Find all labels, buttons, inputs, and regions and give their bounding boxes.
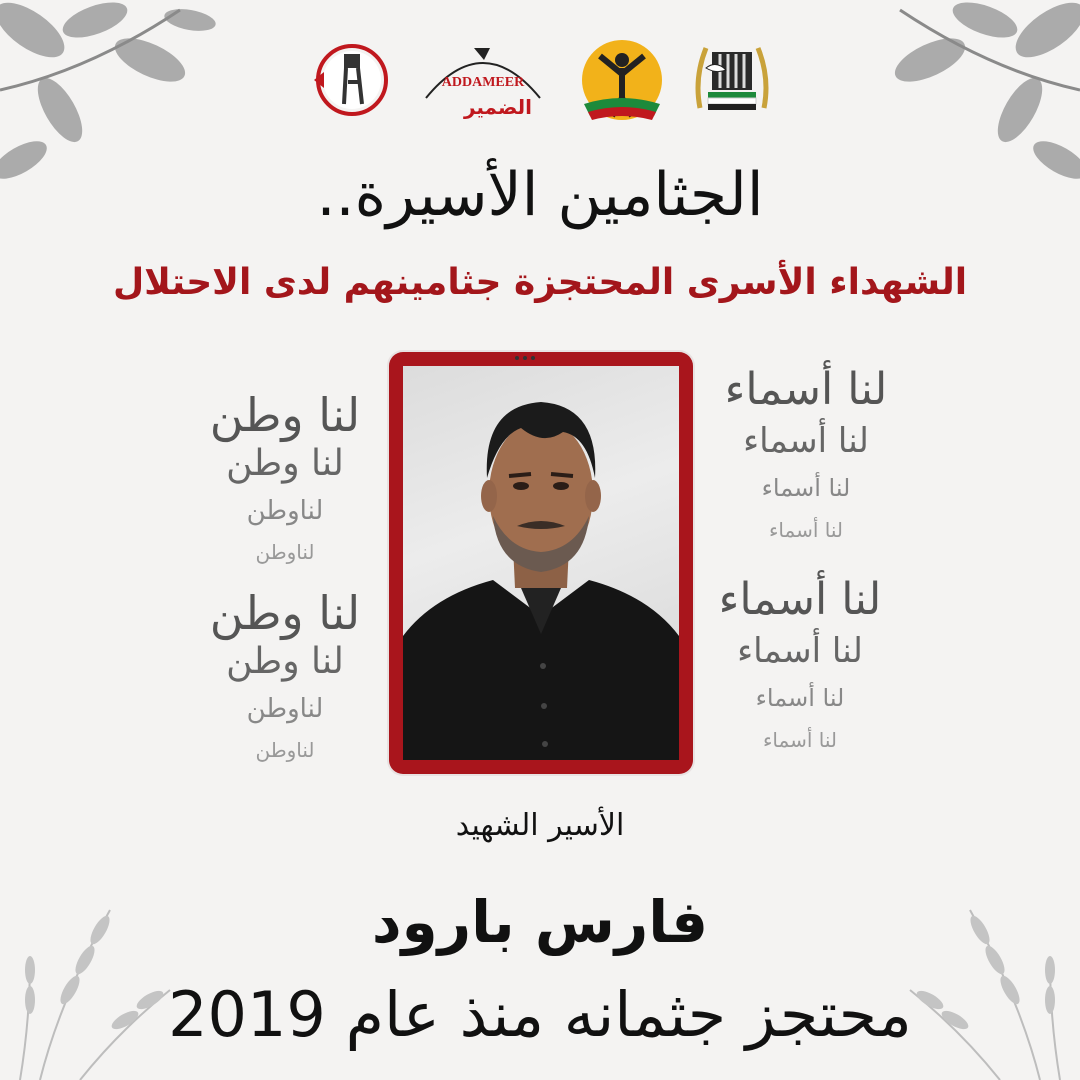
homeland-line: لنا وطن bbox=[226, 641, 344, 682]
names-line: لنا أسماء bbox=[761, 474, 851, 502]
names-line: لنا أسماء bbox=[718, 574, 882, 625]
circle-prisoner-logo-icon bbox=[308, 38, 392, 122]
svg-text:ADDAMEER: ADDAMEER bbox=[441, 75, 525, 90]
page-subtitle: الشهداء الأسرى المحتجزة جثامينهم لدى الاحتلال bbox=[112, 262, 968, 303]
right-text-group-2 bbox=[700, 574, 900, 752]
martyr-portrait-photo bbox=[403, 366, 679, 760]
homeland-line: لناوطن bbox=[255, 540, 315, 564]
homeland-line: لنا وطن bbox=[209, 586, 361, 640]
left-text-group-2 bbox=[190, 586, 380, 762]
svg-text:الضمير: الضمير bbox=[463, 95, 533, 119]
names-line: لنا أسماء bbox=[724, 364, 888, 415]
prisoners-club-logo-icon bbox=[690, 38, 774, 122]
homeland-line: لناوطن bbox=[255, 738, 315, 762]
homeland-line: لناوطن bbox=[246, 496, 324, 526]
photo-caption: الأسير الشهيد bbox=[455, 808, 625, 843]
camera-dots-icon bbox=[515, 356, 535, 360]
photo-frame bbox=[389, 352, 693, 774]
page-title: الجثامين الأسيرة.. bbox=[316, 160, 764, 230]
homeland-line: لنا وطن bbox=[226, 443, 344, 484]
names-line: لنا أسماء bbox=[755, 684, 845, 712]
held-since-text: محتجز جثمانه منذ عام 2019 bbox=[168, 978, 912, 1051]
homeland-line: لناوطن bbox=[246, 694, 324, 724]
names-line: لنا أسماء bbox=[737, 631, 863, 671]
homeland-line: لنا وطن bbox=[209, 388, 361, 442]
names-line: لنا أسماء bbox=[763, 728, 837, 752]
names-line: لنا أسماء bbox=[743, 421, 869, 461]
names-line: لنا أسماء bbox=[769, 518, 843, 542]
prisoners-commission-logo-icon bbox=[574, 38, 670, 122]
right-text-group-1 bbox=[706, 364, 906, 542]
left-text-group-1 bbox=[190, 388, 380, 564]
addameer-logo-icon bbox=[418, 38, 548, 122]
martyr-name: فارس بارود bbox=[371, 888, 709, 956]
